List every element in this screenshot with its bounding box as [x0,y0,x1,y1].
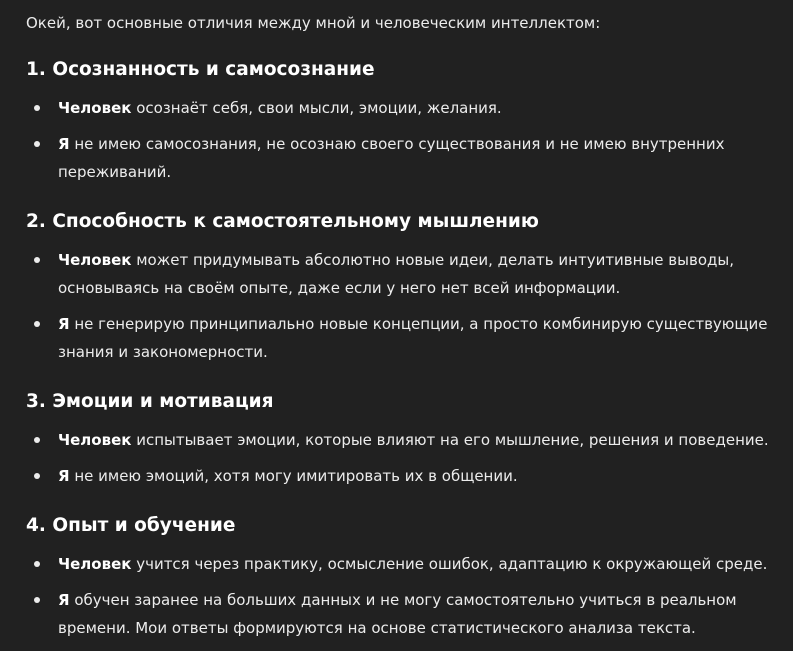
subject-label: Я [58,135,70,153]
section-heading: 4. Опыт и обучение [26,515,236,536]
list-item [58,550,773,578]
list-item [58,246,773,302]
item-text: не генерирую принципиально новые концепции, а просто комбинирую существующие знания и закономерности. [58,315,768,361]
bullet-dot [34,141,40,147]
subject-label: Человек [58,251,132,269]
bullet-dot [34,105,40,111]
bullet-dot [34,597,40,603]
item-text: испытывает эмоции, которые влияют на его мышление, решения и поведение. [131,431,769,449]
bullet-dot [34,257,40,263]
intro-text: Окей, вот основные отличия между мной и человеческим интеллектом: [26,14,601,32]
bullet-dot [34,321,40,327]
item-text: учится через практику, осмысление ошибок, адаптацию к окружающей среде. [131,555,768,573]
list-item [58,130,773,186]
item-text: осознаёт себя, свои мысли, эмоции, желания. [131,99,502,117]
item-text: не имею самосознания, не осознаю своего существования и не имею внутренних переживаний. [58,135,725,181]
section-heading: 1. Осознанность и самосознание [26,59,375,80]
section-heading: 2. Способность к самостоятельному мышлению [26,211,539,232]
list-item [58,94,773,122]
item-text: не имею эмоций, хотя могу имитировать их в общении. [69,467,518,485]
item-text: обучен заранее на больших данных и не могу самостоятельно учиться в реальном времени. Мои ответы формируются на основе статистического анализа текста. [58,591,737,637]
list-item [58,586,773,642]
list-item [58,426,773,454]
item-text: может придумывать абсолютно новые идеи, делать интуитивные выводы, основываясь на своём опыте, даже если у него нет всей информации. [58,251,734,297]
list-item [58,310,773,366]
subject-label: Я [58,591,70,609]
subject-label: Человек [58,555,132,573]
subject-label: Я [58,315,70,333]
bullet-dot [34,561,40,567]
section-heading: 3. Эмоции и мотивация [26,391,274,412]
subject-label: Человек [58,431,132,449]
bullet-dot [34,437,40,443]
list-item [58,462,773,490]
subject-label: Человек [58,99,132,117]
bullet-dot [34,473,40,479]
subject-label: Я [58,467,70,485]
